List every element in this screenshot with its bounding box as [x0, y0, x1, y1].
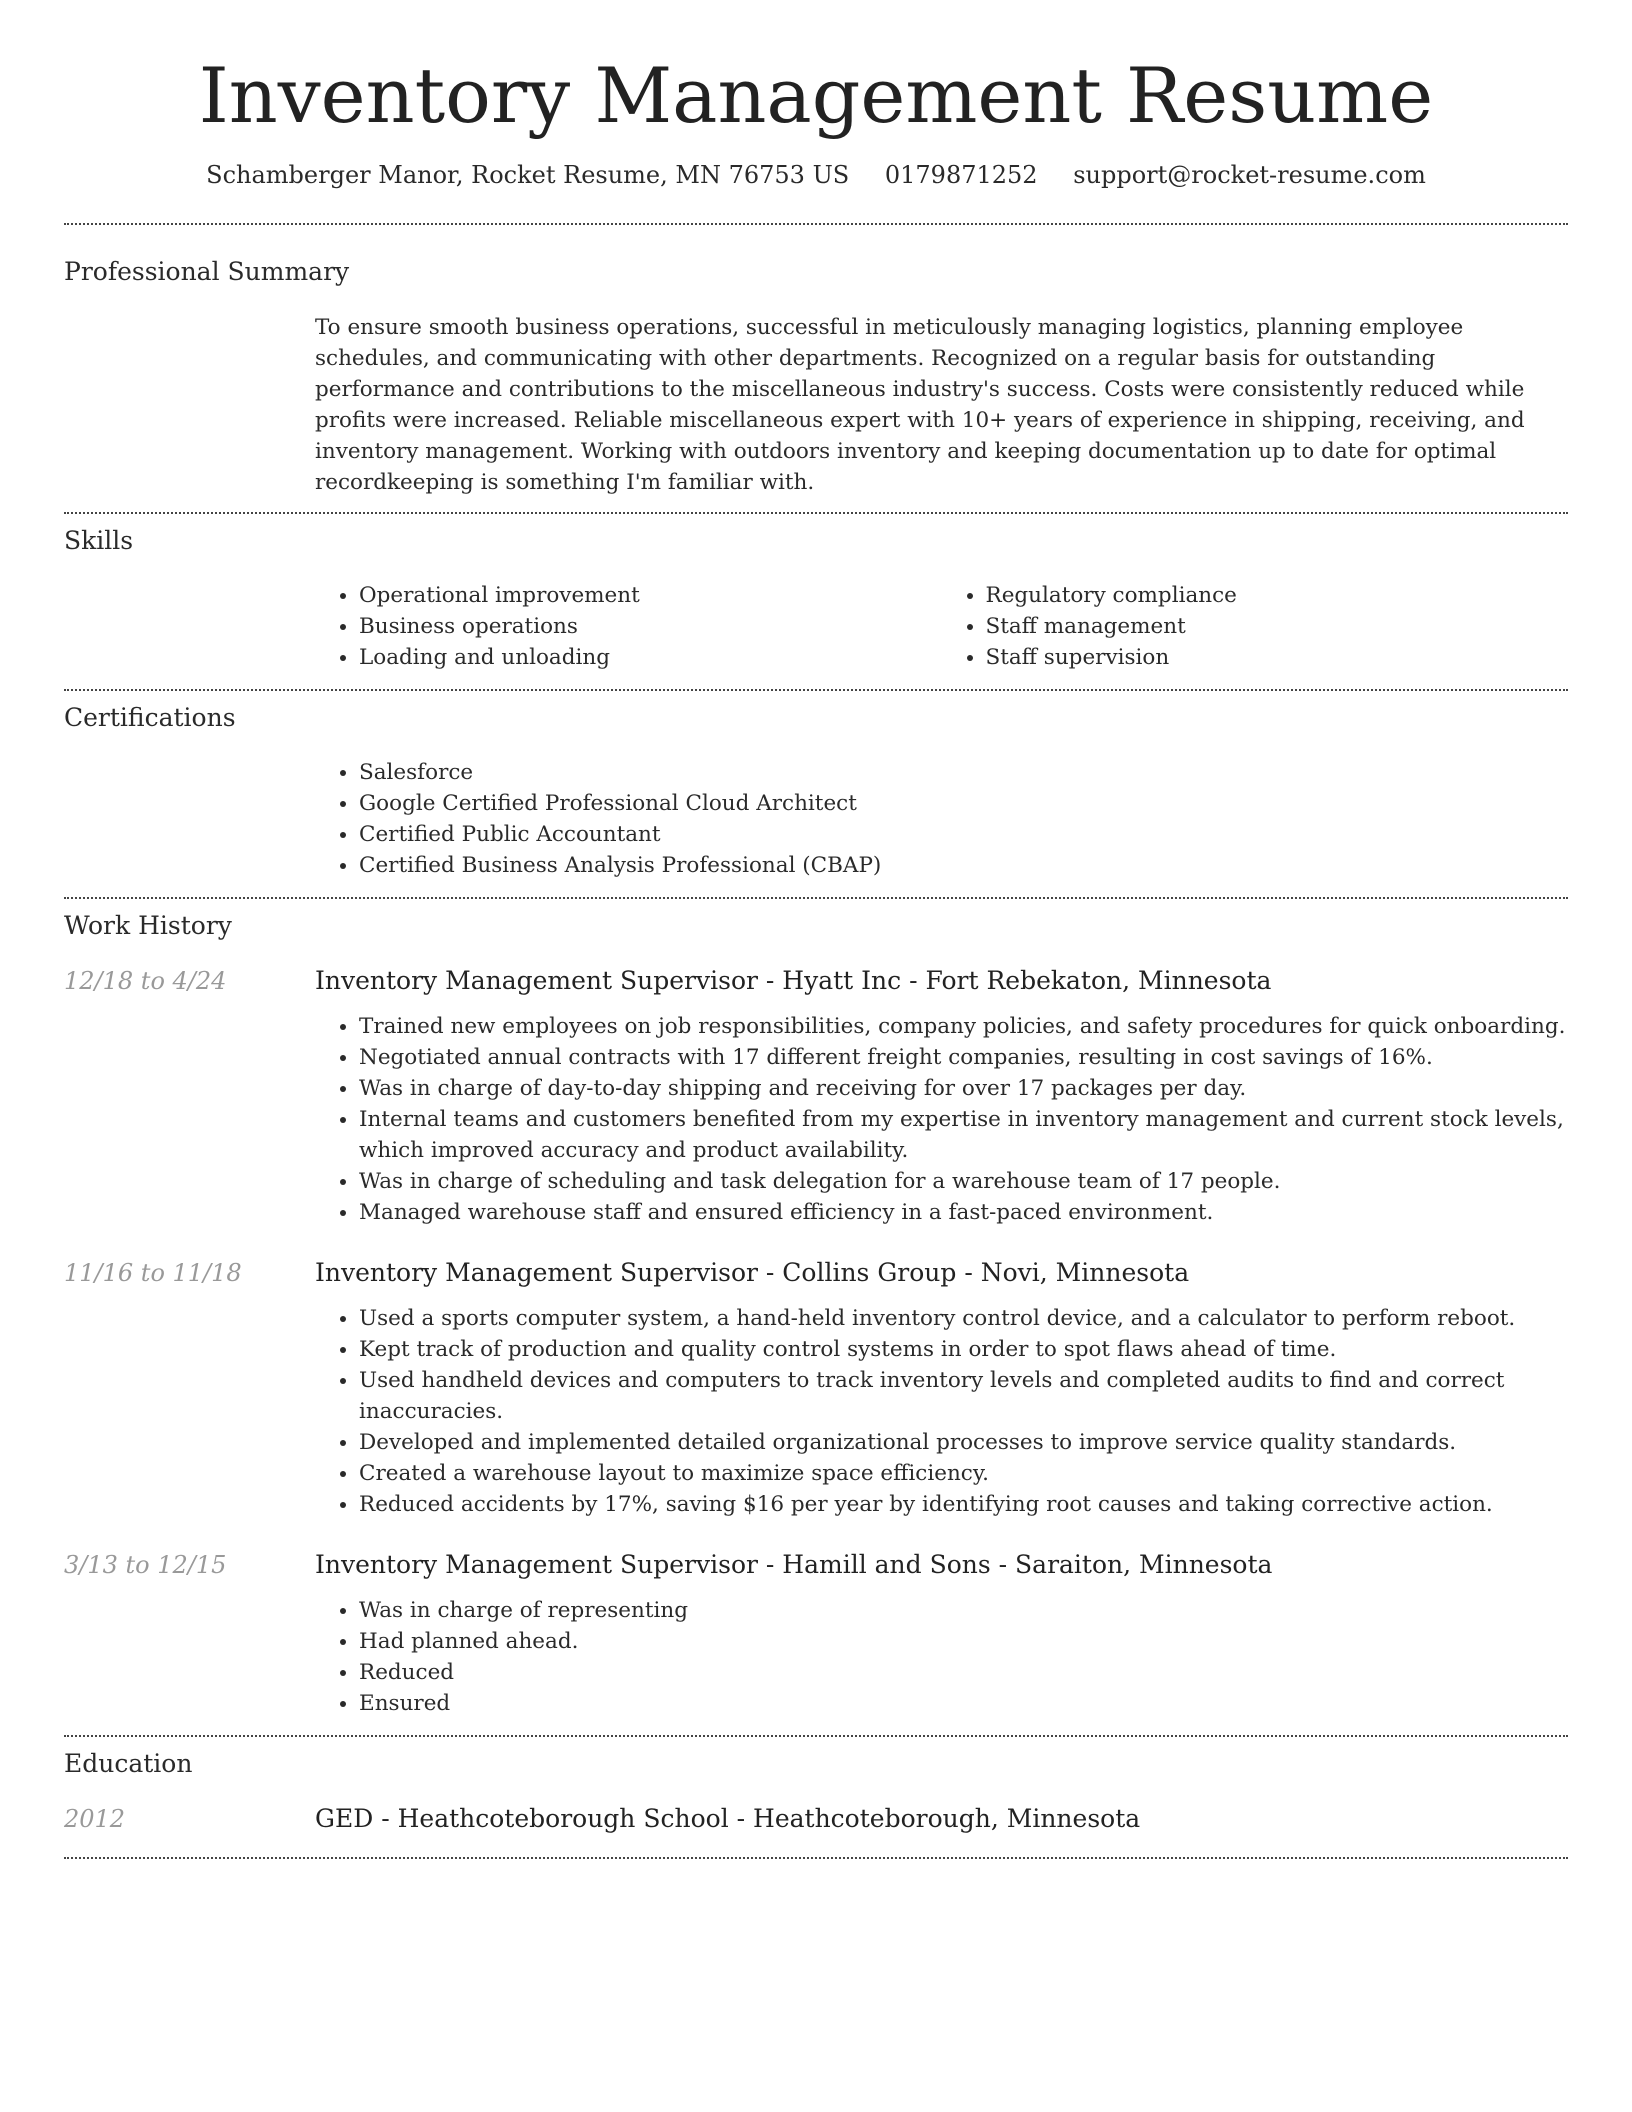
skill-item: • Regulatory compliance [986, 580, 1569, 611]
job-bullet: • Was in charge of representing [359, 1595, 1568, 1626]
job-bullets [315, 1011, 1568, 1228]
job-bullet: • Reduced accidents by 17%, saving $16 per year by identifying root causes and taking corrective action. [359, 1489, 1568, 1520]
education-entry [64, 1804, 1568, 1833]
certifications-section [64, 691, 1568, 881]
job-bullet: • Kept track of production and quality control systems in order to spot flaws ahead of time. [359, 1334, 1568, 1365]
certification-item: • Google Certified Professional Cloud Architect [359, 788, 1568, 819]
skills-grid [315, 580, 1568, 673]
contact-email: support@rocket-resume.com [1073, 161, 1426, 190]
contact-phone: 0179871252 [884, 161, 1038, 190]
job-bullet: • Had planned ahead. [359, 1626, 1568, 1657]
skills-heading: Skills [64, 526, 134, 556]
job-bullet: • Was in charge of day-to-day shipping and receiving for over 17 packages per day. [359, 1073, 1568, 1104]
job-bullets [315, 1595, 1568, 1719]
job-bullet: • Reduced [359, 1657, 1568, 1688]
education-section [64, 1737, 1568, 1833]
skill-item: • Business operations [359, 611, 942, 642]
certifications-body [315, 757, 1568, 881]
skills-list-right [942, 580, 1569, 673]
summary-heading: Professional Summary [64, 257, 350, 287]
job-bullet: • Internal teams and customers benefited from my expertise in inventory management and current stock levels, which improved accuracy and product availability. [359, 1104, 1568, 1166]
job-bullet: • Trained new employees on job responsibilities, company policies, and safety procedures for quick onboarding. [359, 1011, 1568, 1042]
certifications-heading: Certifications [64, 703, 236, 733]
job-entry [64, 966, 1568, 1228]
certification-item: • Certified Business Analysis Professional (CBAP) [359, 850, 1568, 881]
skill-item: • Staff supervision [986, 642, 1569, 673]
job-heading: Inventory Management Supervisor - Hyatt Inc - Fort Rebekaton, Minnesota [315, 966, 1272, 996]
skill-item: • Staff management [986, 611, 1569, 642]
job-entry [64, 1258, 1568, 1520]
education-heading: Education [64, 1749, 193, 1779]
job-dates: 11/16 to 11/18 [64, 1259, 242, 1288]
skill-item: • Operational improvement [359, 580, 942, 611]
job-header [64, 1550, 1568, 1579]
contact-line [64, 161, 1568, 189]
job-bullet: • Negotiated annual contracts with 17 different freight companies, resulting in cost savings of 16%. [359, 1042, 1568, 1073]
resume-header [64, 0, 1568, 189]
education-heading-line: GED - Heathcoteborough School - Heathcoteborough, Minnesota [315, 1804, 1141, 1834]
job-dates: 3/13 to 12/15 [64, 1551, 227, 1580]
education-dates: 2012 [64, 1805, 126, 1834]
certification-item: • Certified Public Accountant [359, 819, 1568, 850]
job-entry [64, 1550, 1568, 1719]
job-dates: 12/18 to 4/24 [64, 967, 227, 996]
job-bullet: • Used a sports computer system, a hand-held inventory control device, and a calculator to perform reboot. [359, 1303, 1568, 1334]
job-header [64, 1258, 1568, 1287]
summary-section [64, 225, 1568, 498]
summary-text: To ensure smooth business operations, successful in meticulously managing logistics, planning employee schedules, and communicating with other departments. Recognized on a regular basis for outstanding performance and contributions to the miscellaneous industry's success. Costs were consistently reduced while profits were increased. Reliable miscellaneous expert with 10+ years of experience in shipping, receiving, and inventory management. Working with outdoors inventory and keeping documentation up to date for optimal recordkeeping is something I'm familiar with. [315, 315, 1525, 496]
job-bullets [315, 1303, 1568, 1520]
job-bullet-list [315, 1011, 1568, 1228]
certifications-list [315, 757, 1568, 881]
job-bullet: • Managed warehouse staff and ensured efficiency in a fast-paced environment. [359, 1197, 1568, 1228]
work-history-heading: Work History [64, 911, 232, 941]
skill-item: • Loading and unloading [359, 642, 942, 673]
job-heading: Inventory Management Supervisor - Hamill and Sons - Saraiton, Minnesota [315, 1550, 1273, 1580]
job-bullet: • Developed and implemented detailed organizational processes to improve service quality standards. [359, 1427, 1568, 1458]
contact-address: Schamberger Manor, Rocket Resume, MN 76753 US [206, 161, 850, 190]
certification-item: • Salesforce [359, 757, 1568, 788]
skills-section [64, 514, 1568, 673]
education-divider [64, 1857, 1568, 1859]
job-bullet: • Used handheld devices and computers to track inventory levels and completed audits to find and correct inaccuracies. [359, 1365, 1568, 1427]
work-history-section [64, 899, 1568, 1719]
job-heading: Inventory Management Supervisor - Collins Group - Novi, Minnesota [315, 1258, 1190, 1288]
job-bullet-list [315, 1303, 1568, 1520]
job-bullet-list [315, 1595, 1568, 1719]
job-header [64, 966, 1568, 995]
skills-list-left [315, 580, 942, 673]
job-bullet: • Created a warehouse layout to maximize space efficiency. [359, 1458, 1568, 1489]
resume-title: Inventory Management Resume [198, 51, 1434, 140]
job-bullet: • Was in charge of scheduling and task delegation for a warehouse team of 17 people. [359, 1166, 1568, 1197]
job-bullet: • Ensured [359, 1688, 1568, 1719]
